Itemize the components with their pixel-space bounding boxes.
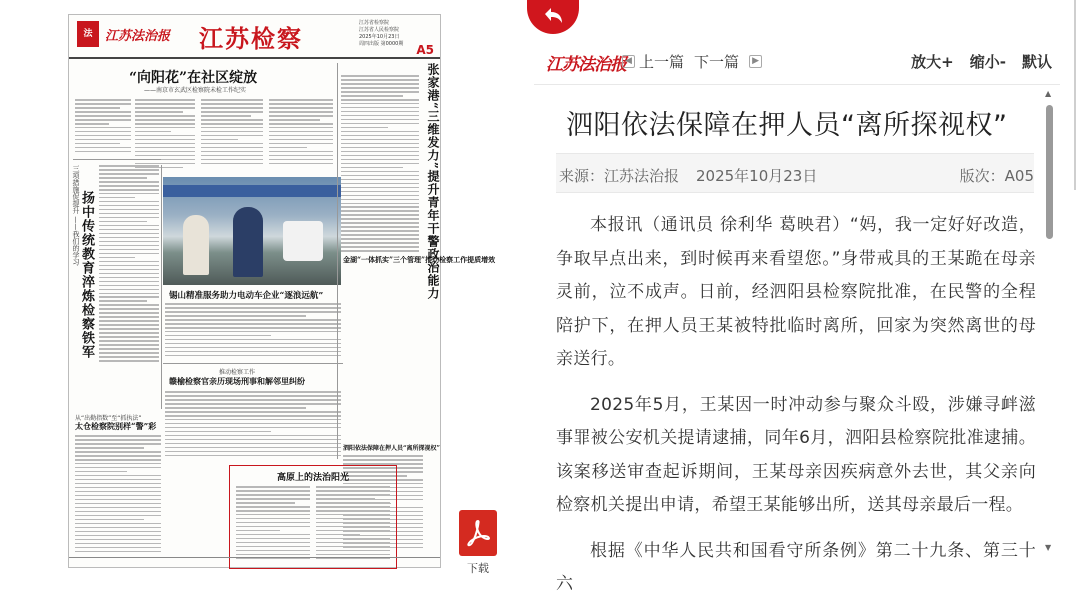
chevron-right-icon[interactable]: ▶: [749, 55, 762, 68]
text-column: [341, 75, 419, 254]
download-label[interactable]: 下载: [467, 562, 489, 575]
box-title: 高原上的法治阳光: [276, 473, 349, 483]
pdf-download-button[interactable]: [459, 510, 497, 556]
masthead-meta: 江苏省检察院 江苏省人民检察院 2025年10月23日 周四出版 第0000期: [359, 20, 404, 47]
text-column: [269, 99, 333, 167]
chevron-left-icon[interactable]: ◀: [622, 55, 635, 68]
next-article-link[interactable]: 下一篇: [694, 53, 740, 71]
text-column: [99, 165, 159, 364]
page-badge: A5: [416, 43, 434, 57]
feature-box[interactable]: [229, 465, 397, 569]
window-edge: [1074, 0, 1076, 190]
article-paragraph: 2025年5月，王某因一时冲动参与聚众斗殴，涉嫌寻衅滋事罪被公安机关提请逮捕，同年6月，泗阳县检察院批准逮捕。该案移送审查起诉期间，王某母亲因疾病意外去世，其父亲向检察机关提出申请，希望王某能够出所，送其母亲最后一程。: [556, 394, 1036, 515]
scrollbar[interactable]: [1043, 89, 1055, 559]
headline-vertical-right[interactable]: 张家港“三维发力”提升青年干警政治能力: [426, 63, 440, 300]
article-toolbar: [524, 38, 1064, 84]
headline-mid-right[interactable]: 金湖“一体抓实”三个管理”推动检察工作提质增效: [343, 255, 496, 264]
paper-footer: [69, 557, 440, 567]
text-block: [165, 303, 341, 359]
article-panel: [524, 38, 1064, 594]
zoom-controls: [911, 51, 1052, 72]
zoom-in-button[interactable]: 放大+: [911, 53, 954, 71]
headline-lower[interactable]: 赣榆检察官亲历现场刑事和解邻里纠纷: [169, 376, 305, 386]
text-block: [75, 435, 161, 555]
article-source: 来源：江苏法治报: [559, 167, 680, 185]
back-arrow-icon: [541, 6, 565, 28]
newspaper-viewer: [0, 0, 520, 578]
article-body: [556, 209, 1036, 614]
text-column: [201, 99, 263, 167]
photo-caption-headline[interactable]: 锡山精准服务助力电动车企业“逐浪远航”: [169, 291, 324, 301]
article-paragraph: 根据《中华人民共和国看守所条例》第二十九条、第三十六: [556, 540, 1036, 594]
zoom-default-button[interactable]: 默认: [1021, 53, 1052, 71]
headline-bottom-left[interactable]: 太仓检察院别样“警”彩: [75, 421, 157, 431]
scroll-down-arrow-icon[interactable]: ▼: [1045, 543, 1052, 552]
text-column: [75, 99, 131, 155]
toolbar-brand: 江苏法治报: [546, 55, 626, 75]
headline-main[interactable]: “向阳花”在社区绽放: [129, 70, 258, 86]
headline-column-small[interactable]: 泗阳依法保障在押人员“离所探视权”: [343, 445, 440, 452]
news-photo: [163, 177, 341, 285]
headline-lower-sub: 推动检察工作: [219, 369, 256, 376]
text-block: [165, 391, 341, 459]
headline-vertical-left[interactable]: 扬中传统教育淬炼检察铁军: [79, 191, 94, 359]
paper-brand: 江苏法治报: [105, 29, 171, 44]
paper-logo: 法: [77, 21, 99, 47]
article-date: 2025年10月23日: [696, 167, 818, 185]
article-paragraph: 本报讯（通讯员 徐利华 葛映君）“妈，我一定好好改造，争取早点出来，到时候再来看望您。”身带戒具的王某跪在母亲灵前，泣不成声。日前，经泗阳县检察院批准，在民警的全程陪护下，在押人员王某被特批临时离所，回家为突然离世的母亲送行。: [556, 215, 1036, 369]
zoom-out-button[interactable]: 缩小-: [969, 53, 1006, 71]
headline-bottom-left-sub: 从“出勤指数”至“抓执法”: [75, 415, 142, 422]
article-nav: [622, 51, 762, 72]
scrollbar-thumb[interactable]: [1046, 105, 1053, 239]
headline-main-sub: ——南京市玄武区检察院未检工作纪实: [144, 87, 247, 94]
article-meta: [556, 153, 1034, 193]
article-page: 版次：A05: [959, 167, 1034, 185]
scroll-up-arrow-icon[interactable]: ▲: [1045, 89, 1052, 98]
section-title: 江苏检察: [199, 24, 303, 53]
newspaper-page-image[interactable]: [68, 14, 496, 568]
pdf-icon: [466, 519, 490, 547]
masthead: [69, 15, 440, 59]
back-button[interactable]: [527, 0, 579, 34]
prev-article-link[interactable]: 上一篇: [639, 53, 685, 71]
article-title: 泗阳依法保障在押人员“离所探视权”: [566, 110, 1008, 141]
headline-vertical-left-sub: 三项措施促提升 ——我们的学习: [72, 165, 80, 266]
article-content: [534, 84, 1060, 594]
